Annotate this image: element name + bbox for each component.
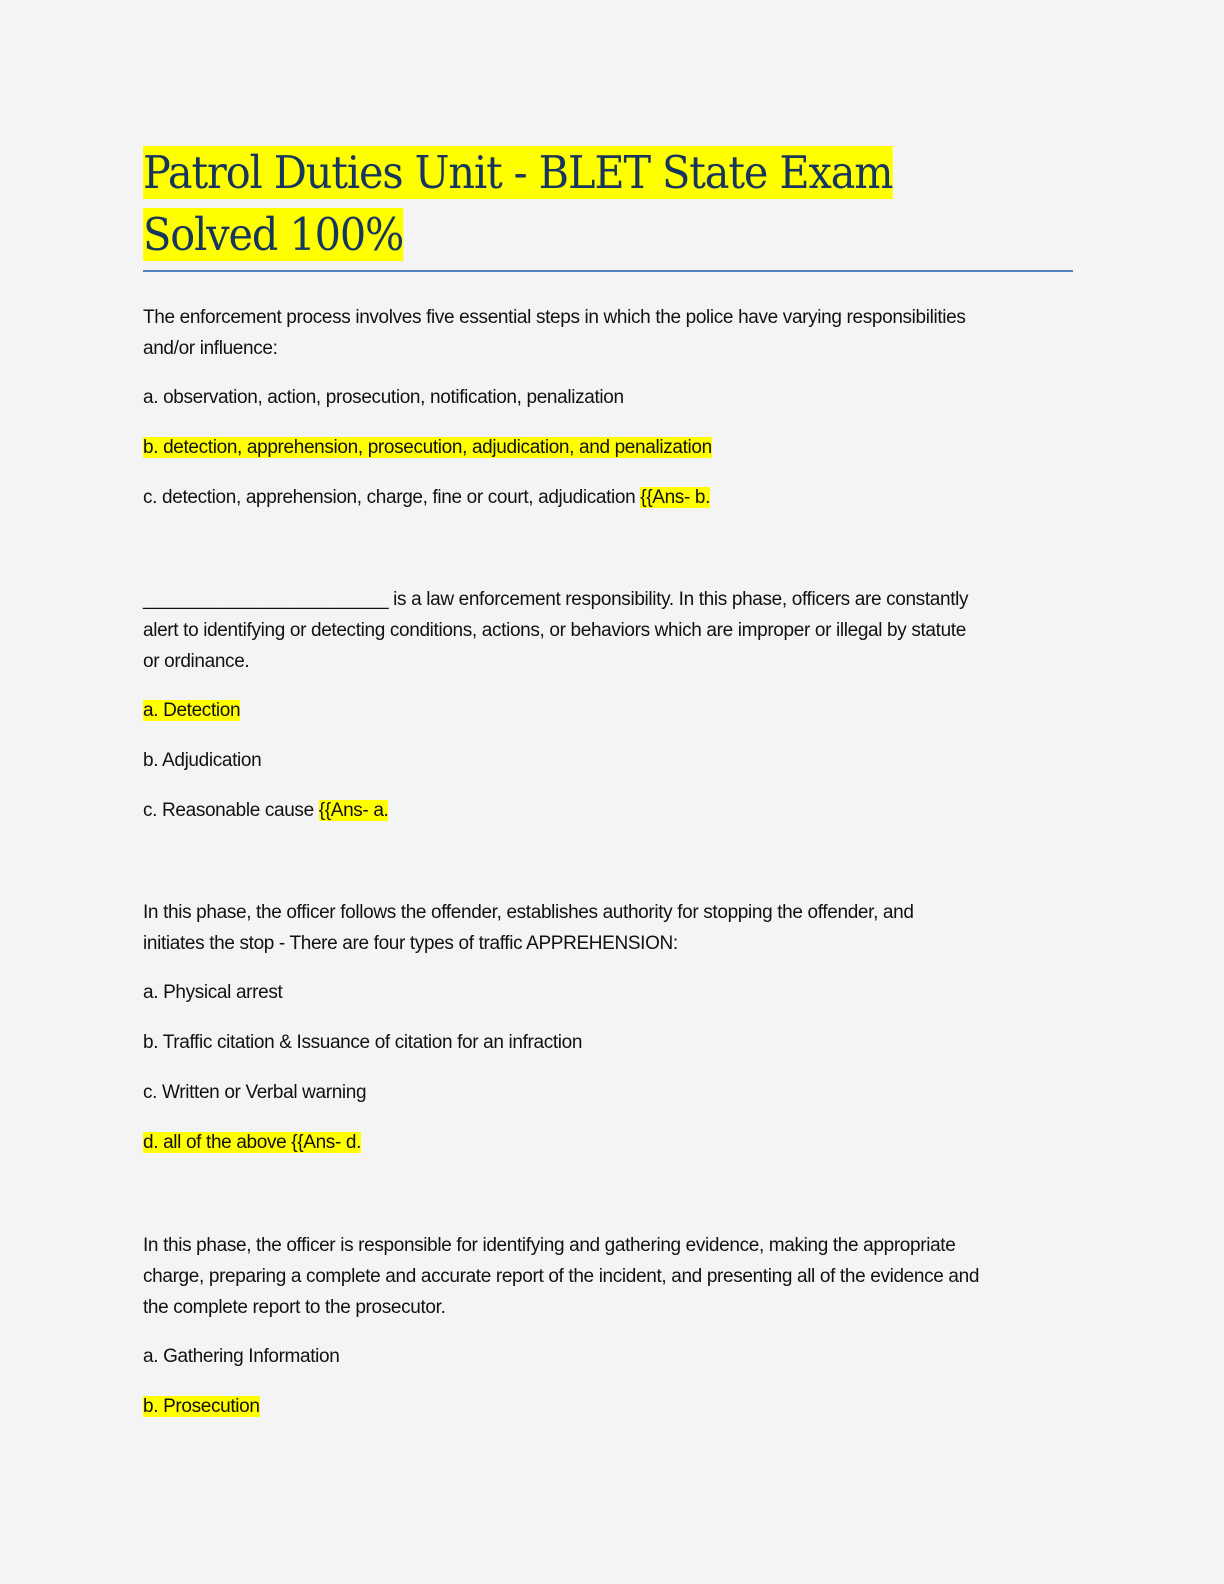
- option-text-highlighted: b. detection, apprehension, prosecution, adjudication, and penalization: [143, 437, 712, 458]
- question-prompt: [143, 584, 1073, 677]
- question-3: [143, 897, 1073, 1153]
- option-text: c. Reasonable cause: [143, 800, 314, 821]
- prompt-line: The enforcement process involves five essential steps in which the police have varying responsibilities: [143, 307, 966, 328]
- title-highlight: Solved 100%: [143, 208, 404, 261]
- answer-tag: {{Ans- b.: [640, 487, 711, 508]
- prompt-line: charge, preparing a complete and accurate report of the incident, and presenting all of the evidence and: [143, 1266, 980, 1287]
- option-text: a. observation, action, prosecution, notification, penalization: [143, 387, 624, 408]
- question-4: [143, 1230, 1073, 1417]
- prompt-line: the complete report to the prosecutor.: [143, 1297, 446, 1318]
- title-highlight: Patrol Duties Unit - BLET State Exam: [143, 146, 893, 199]
- option-text-highlighted: d. all of the above {{Ans- d.: [143, 1132, 362, 1153]
- option-b: [143, 748, 261, 774]
- title-line-1: [143, 142, 999, 204]
- question-prompt: [143, 897, 1073, 959]
- prompt-line: In this phase, the officer follows the offender, establishes authority for stopping the offender, and: [143, 902, 914, 923]
- option-text: b. Traffic citation & Issuance of citation for an infraction: [143, 1032, 583, 1053]
- option-text: b. Adjudication: [143, 750, 262, 771]
- option-text: a. Physical arrest: [143, 982, 283, 1003]
- prompt-line: In this phase, the officer is responsible for identifying and gathering evidence, making the appropriate: [143, 1235, 956, 1256]
- option-text-highlighted: a. Detection: [143, 700, 241, 721]
- title-line-2: [143, 204, 999, 266]
- option-c: [143, 1080, 366, 1106]
- document-page: [143, 142, 1073, 1417]
- option-d: [143, 1130, 361, 1156]
- option-a: [143, 1344, 340, 1370]
- option-b: [143, 435, 712, 461]
- question-prompt: [143, 1230, 1073, 1323]
- answer-tag: {{Ans- a.: [318, 800, 389, 821]
- option-c: [143, 798, 388, 824]
- option-a: [143, 698, 240, 724]
- option-a: [143, 385, 624, 411]
- prompt-line: alert to identifying or detecting conditions, actions, or behaviors which are improper or illegal by statute: [143, 620, 966, 641]
- option-text-highlighted: b. Prosecution: [143, 1396, 260, 1417]
- prompt-line: initiates the stop - There are four types of traffic APPREHENSION:: [143, 933, 678, 954]
- option-b: [143, 1394, 260, 1420]
- prompt-line: ________________________ is a law enforcement responsibility. In this phase, officers are constantly: [143, 589, 969, 610]
- option-a: [143, 980, 282, 1006]
- prompt-line: and/or influence:: [143, 338, 278, 359]
- option-text: c. detection, apprehension, charge, fine or court, adjudication: [143, 487, 636, 508]
- question-prompt: [143, 302, 1073, 364]
- option-text: a. Gathering Information: [143, 1346, 340, 1367]
- option-b: [143, 1030, 582, 1056]
- document-title: [143, 142, 1073, 272]
- prompt-line: or ordinance.: [143, 651, 250, 672]
- question-1: [143, 302, 1073, 508]
- question-2: [143, 584, 1073, 821]
- option-c: [143, 485, 710, 511]
- option-text: c. Written or Verbal warning: [143, 1082, 367, 1103]
